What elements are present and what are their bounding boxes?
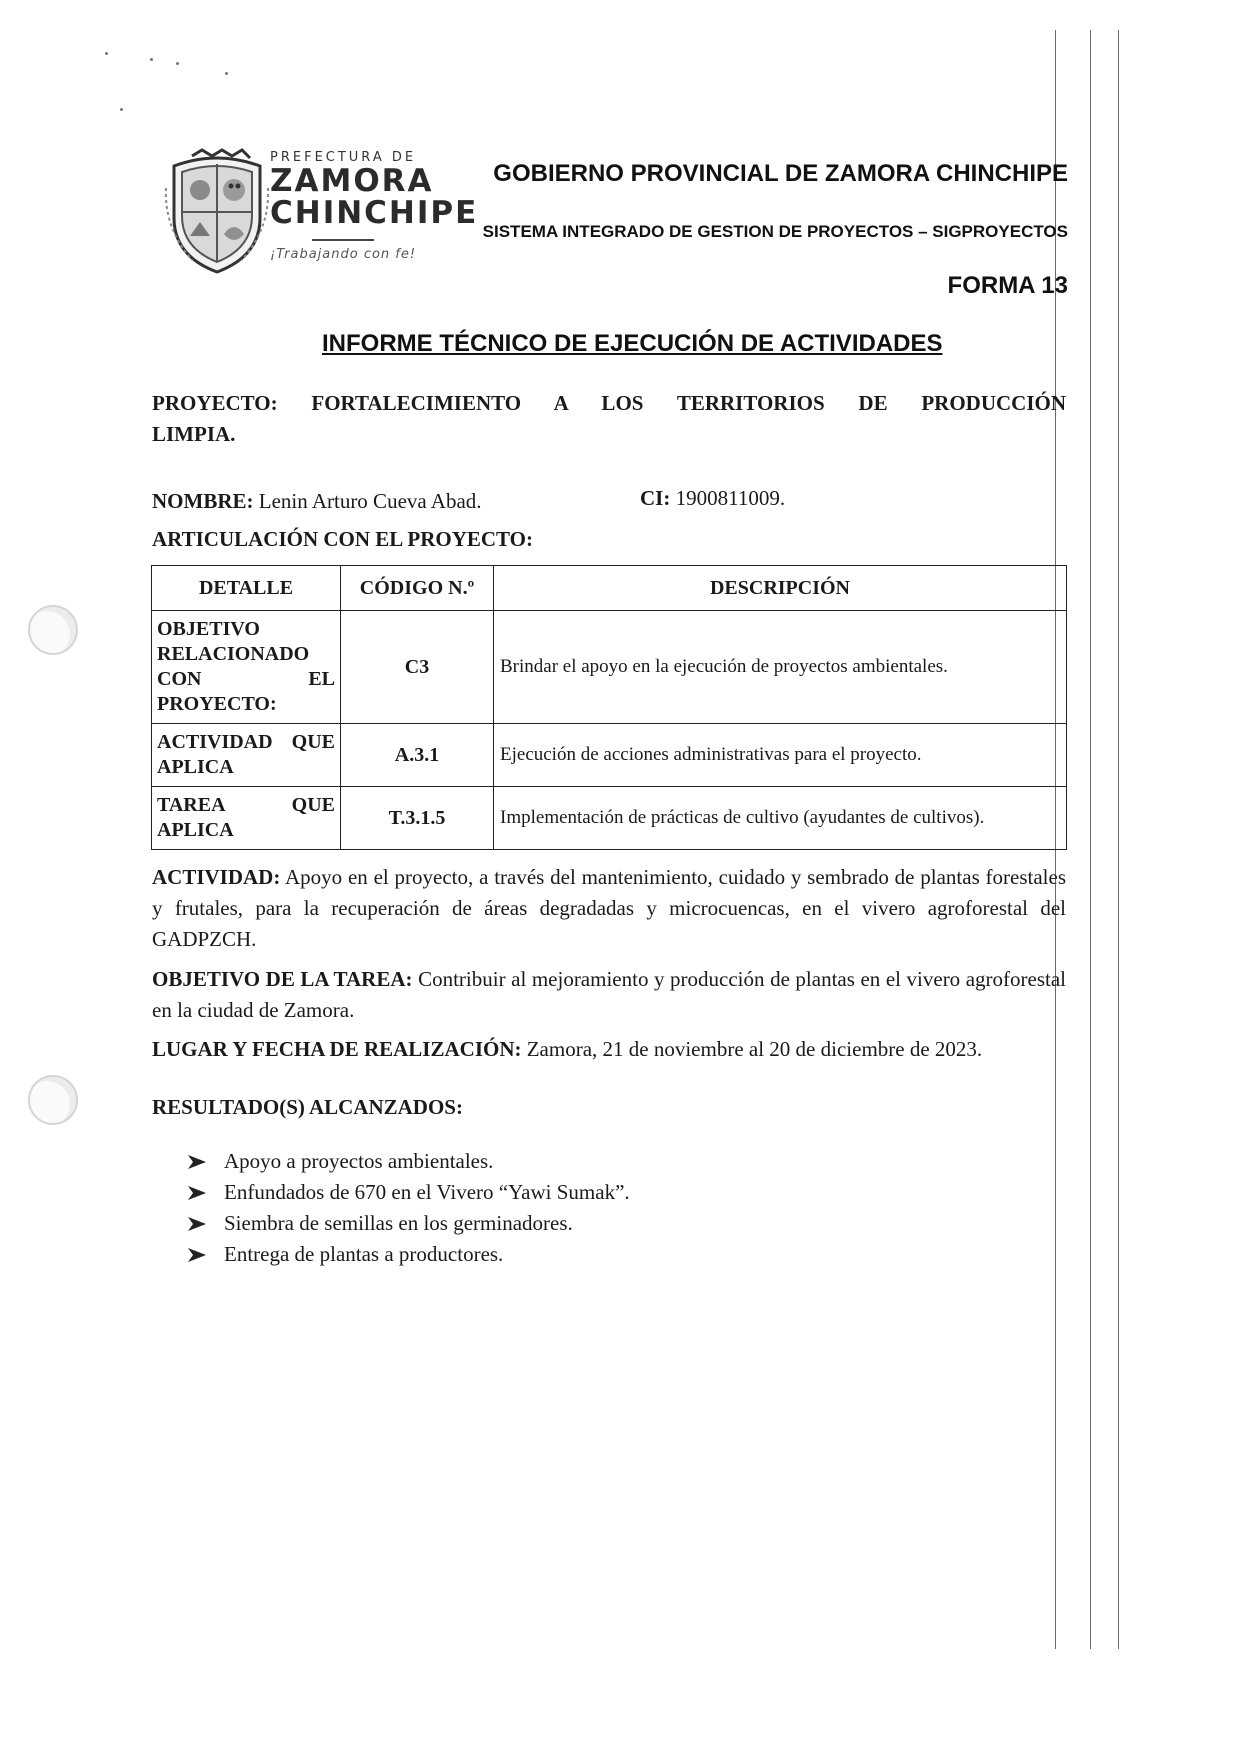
scan-speck <box>176 62 179 65</box>
ci-line <box>640 486 785 511</box>
scan-speck <box>120 108 123 111</box>
scan-speck <box>225 72 228 75</box>
table-cell-detail: OBJETIVO RELACIONADO CON EL PROYECTO: <box>152 611 341 724</box>
table-row <box>152 787 1067 850</box>
table-row <box>152 611 1067 724</box>
place-date-text: Zamora, 21 de noviembre al 20 de diciembre de 2023. <box>526 1037 983 1061</box>
scan-edge-line <box>1090 30 1091 1649</box>
table-cell-detail: TAREA QUE APLICA <box>152 787 341 850</box>
brand-slogan: ¡Trabajando con fe! <box>270 247 417 262</box>
project-name-line2: LIMPIA. <box>152 422 236 446</box>
table-cell-detail: ACTIVIDAD QUE APLICA <box>152 724 341 787</box>
table-row <box>152 724 1067 787</box>
arrowhead-bullet-icon <box>186 1215 208 1233</box>
activity-label: ACTIVIDAD: <box>152 865 281 889</box>
brand-prefix: PREFECTURA DE <box>270 150 417 165</box>
form-number: FORMA 13 <box>947 272 1068 299</box>
activity-paragraph <box>152 862 1066 955</box>
arrowhead-bullet-icon <box>186 1153 208 1171</box>
results-heading: RESULTADO(S) ALCANZADOS: <box>152 1095 463 1119</box>
list-item <box>186 1177 630 1208</box>
punch-hole <box>28 605 78 655</box>
name-line <box>152 486 1066 517</box>
brand-block <box>270 150 478 262</box>
project-name-line1: FORTALECIMIENTO A LOS TERRITORIOS DE PRODUCCIÓN <box>311 391 1067 415</box>
project-line <box>152 388 1066 419</box>
person-name: Lenin Arturo Cueva Abad. <box>258 489 482 513</box>
result-text: Enfundados de 670 en el Vivero “Yawi Sumak”. <box>224 1180 630 1204</box>
ci-label: CI: <box>640 486 671 510</box>
task-objective-label: OBJETIVO DE LA TAREA: <box>152 967 413 991</box>
results-list <box>186 1146 630 1270</box>
project-label: PROYECTO: <box>152 391 278 415</box>
articulation-table <box>151 565 1067 850</box>
list-item <box>186 1239 630 1270</box>
name-label: NOMBRE: <box>152 489 254 513</box>
table-cell-description: Ejecución de acciones administrativas para el proyecto. <box>494 724 1067 787</box>
system-heading: SISTEMA INTEGRADO DE GESTION DE PROYECTOS – SIGPROYECTOS <box>482 222 1068 241</box>
list-item <box>186 1208 630 1239</box>
punch-hole <box>28 1075 78 1125</box>
table-cell-code: T.3.1.5 <box>341 787 494 850</box>
list-item <box>186 1146 630 1177</box>
table-header-row <box>152 566 1067 611</box>
task-objective-paragraph <box>152 964 1066 1026</box>
table-cell-code: C3 <box>341 611 494 724</box>
brand-divider <box>312 239 374 241</box>
scan-speck <box>105 52 108 55</box>
government-heading: GOBIERNO PROVINCIAL DE ZAMORA CHINCHIPE <box>493 160 1068 187</box>
place-date-line <box>152 1034 1066 1065</box>
report-title: INFORME TÉCNICO DE EJECUCIÓN DE ACTIVIDADES <box>322 330 943 357</box>
ci-number: 1900811009. <box>675 486 786 510</box>
prefectura-shield-logo <box>162 148 272 278</box>
result-text: Siembra de semillas en los germinadores. <box>224 1211 573 1235</box>
table-cell-description: Implementación de prácticas de cultivo (ayudantes de cultivos). <box>494 787 1067 850</box>
table-cell-code: A.3.1 <box>341 724 494 787</box>
table-header-detail: DETALLE <box>152 566 341 611</box>
scan-speck <box>150 58 153 61</box>
task-objective-text: Contribuir al mejoramiento y producción de plantas en el vivero agroforestal en la ciudad de Zamora. <box>152 967 1067 1022</box>
scan-edge-line <box>1118 30 1119 1649</box>
table-cell-description: Brindar el apoyo en la ejecución de proyectos ambientales. <box>494 611 1067 724</box>
arrowhead-bullet-icon <box>186 1184 208 1202</box>
result-text: Entrega de plantas a productores. <box>224 1242 504 1266</box>
table-header-description: DESCRIPCIÓN <box>494 566 1067 611</box>
brand-name-line1: ZAMORA <box>270 163 434 199</box>
arrowhead-bullet-icon <box>186 1246 208 1264</box>
place-date-label: LUGAR Y FECHA DE REALIZACIÓN: <box>152 1037 522 1061</box>
table-header-code: CÓDIGO N.º <box>341 566 494 611</box>
articulation-heading: ARTICULACIÓN CON EL PROYECTO: <box>152 527 534 551</box>
brand-name-line2: CHINCHIPE <box>270 195 479 231</box>
result-text: Apoyo a proyectos ambientales. <box>224 1149 494 1173</box>
activity-text: Apoyo en el proyecto, a través del mantenimiento, cuidado y sembrado de plantas forestales y frutales, para la recuperación de áreas degradadas y microcuencas, en el vivero agroforestal del GADPZCH. <box>152 865 1066 951</box>
